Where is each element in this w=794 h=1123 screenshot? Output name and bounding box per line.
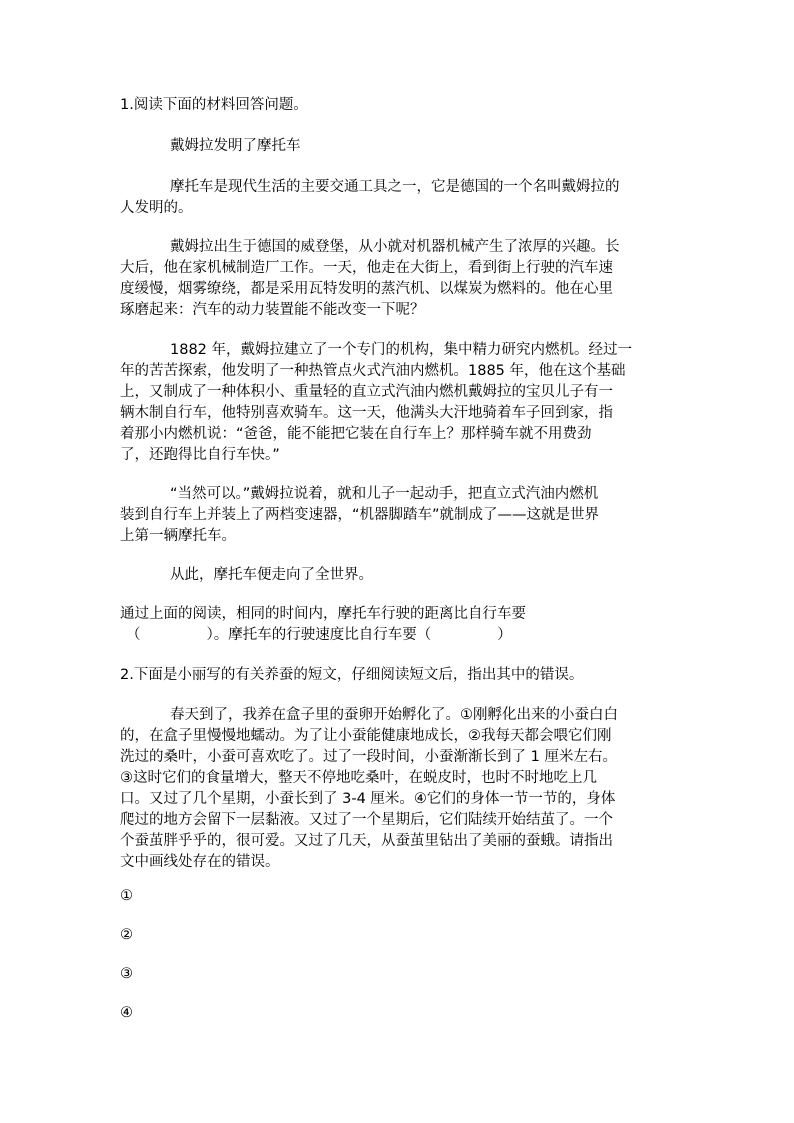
answer-marker-1[interactable]: ① bbox=[120, 888, 133, 904]
silkworm-passage-line-8: 文中画线处存在的错误。 bbox=[120, 854, 280, 870]
paragraph-2-line-2: 大后，他在家机械制造厂工作。一天，他走在大街上，看到街上行驶的汽车速 bbox=[120, 260, 613, 276]
paragraph-1-line-1: 摩托车是现代生活的主要交通工具之一，它是德国的一个名叫戴姆拉的 bbox=[170, 179, 620, 195]
silkworm-passage-line-5: 口。又过了几个星期，小蚕长到了 3-4 厘米。④它们的身体一节一节的，身体 bbox=[120, 791, 616, 807]
question-1-line-2 bbox=[126, 625, 686, 646]
paragraph-4-line-1: “当然可以。”戴姆拉说着，就和儿子一起动手，把直立式汽油内燃机 bbox=[170, 486, 599, 502]
paragraph-4-line-2: 装到自行车上并装上了两档变速器，“机器脚踏车”就制成了——这就是世界 bbox=[120, 507, 600, 523]
blank-open-1: （ bbox=[126, 627, 141, 643]
silkworm-passage-line-2: 的，在盒子里慢慢地蠕动。为了让小蚕能健康地成长，②我每天都会喂它们刚 bbox=[120, 728, 612, 744]
paragraph-2-line-4: 琢磨起来：汽车的动力装置能不能改变一下呢？ bbox=[120, 302, 425, 318]
answer-marker-4[interactable]: ④ bbox=[120, 1005, 133, 1021]
question-1-mid-text: ）。摩托车的行驶速度比自行车要（ bbox=[206, 627, 432, 643]
paragraph-3-line-6: 了，还跑得比自行车快。” bbox=[120, 447, 280, 463]
silkworm-passage-line-7: 个蚕茧胖乎乎的，很可爱。又过了几天，从蚕茧里钻出了美丽的蚕蛾。请指出 bbox=[120, 833, 613, 849]
paragraph-1-line-2: 人发明的。 bbox=[120, 200, 193, 216]
silkworm-passage-line-1: 春天到了，我养在盒子里的蚕卵开始孵化了。①刚孵化出来的小蚕白白 bbox=[170, 707, 618, 723]
question-2-prompt: 2.下面是小丽写的有关养蚕的短文，仔细阅读短文后，指出其中的错误。 bbox=[120, 667, 584, 683]
paragraph-3-line-3: 上，又制成了一种体积小、重量轻的直立式汽油内燃机戴姆拉的宝贝儿子有一 bbox=[120, 384, 613, 400]
paragraph-3-line-5: 着那小内燃机说：“爸爸，能不能把它装在自行车上？那样骑车就不用费劲 bbox=[120, 426, 592, 442]
paragraph-4-line-3: 上第一辆摩托车。 bbox=[120, 528, 236, 544]
blank-close-2: ） bbox=[497, 627, 512, 643]
paragraph-3-line-2: 年的苦苦探索，他发明了一种热管点火式汽油内燃机。1885 年，他在这个基础 bbox=[120, 363, 626, 379]
passage-title: 戴姆拉发明了摩托车 bbox=[170, 138, 301, 154]
answer-marker-2[interactable]: ② bbox=[120, 927, 133, 943]
paragraph-2-line-3: 度缓慢，烟雾缭绕，都是采用瓦特发明的蒸汽机、以煤炭为燃料的。他在心里 bbox=[120, 281, 613, 297]
paragraph-3-line-1: 1882 年，戴姆拉建立了一个专门的机构，集中精力研究内燃机。经过一 bbox=[170, 342, 633, 358]
silkworm-passage-line-4: ③这时它们的食量增大，整天不停地吃桑叶，在蜕皮时，也时不时地吃上几 bbox=[120, 770, 597, 786]
paragraph-3-line-4: 辆木制自行车，他特别喜欢骑车。这一天，他满头大汗地骑着车子回到家，指 bbox=[120, 405, 613, 421]
silkworm-passage-line-3: 洗过的桑叶，小蚕可喜欢吃了。过了一段时间，小蚕渐渐长到了 1 厘米左右。 bbox=[120, 749, 617, 765]
paragraph-2-line-1: 戴姆拉出生于德国的威登堡，从小就对机器机械产生了浓厚的兴趣。长 bbox=[170, 239, 620, 255]
question-1-line-1: 通过上面的阅读，相同的时间内，摩托车行驶的距离比自行车要 bbox=[120, 606, 526, 622]
paragraph-5: 从此，摩托车便走向了全世界。 bbox=[170, 567, 373, 583]
answer-marker-3[interactable]: ③ bbox=[120, 966, 133, 982]
question-1-prompt: 1.阅读下面的材料回答问题。 bbox=[120, 97, 308, 113]
silkworm-passage-line-6: 爬过的地方会留下一层黏液。又过了一个星期后，它们陆续开始结茧了。一个 bbox=[120, 812, 613, 828]
